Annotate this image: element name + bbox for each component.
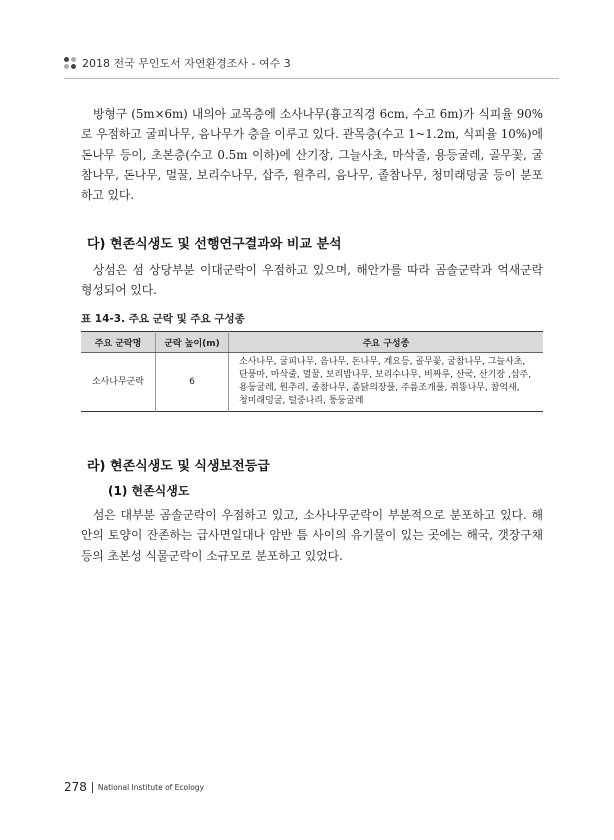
paragraph-vegetation-map: 섬은 대부분 곰솔군락이 우점하고 있고, 소사나무군락이 부분적으로 분포하고 있다. 해안의 토양이 잔존하는 급사면일대나 암반 틈 사이의 유기물이 있는 곳에는 해국, 갯장구채 등의 초본성 식물군락이 소규모로 분포하고 있었다. <box>81 508 543 563</box>
cell-species <box>229 353 544 412</box>
species-line: 소사나무, 굴피나무, 음나무, 돈나무, 계요등, 골무꽃, 굴참나무, 그늘사초, <box>239 357 526 367</box>
header-community: 주요 군락명 <box>81 332 156 353</box>
footer-separator <box>92 782 93 793</box>
species-line: 용둥굴레, 원추리, 졸참나무, 좀닭의장풀, 주름조개풀, 쥐똥나무, 참억새, <box>239 383 520 393</box>
section-heading-conservation: 라) 현존식생도 및 식생보전등급 <box>87 459 270 474</box>
table-caption: 표 14-3. 주요 군락 및 주요 구성종 <box>81 313 245 325</box>
species-line: 청미래덩굴, 털중나리, 퉁둥굴레 <box>239 396 364 406</box>
vegetation-table <box>81 331 543 412</box>
header-dots-icon <box>64 57 76 69</box>
header-title: 2018 전국 무인도서 자연환경조사 - 여수 3 <box>82 57 291 70</box>
page-number: 278 <box>64 780 87 794</box>
paragraph-quadrat: 방형구 (5m×6m) 내의아 교목층에 소사나무(흉고직경 6cm, 수고 6m)가 식피율 90%로 우점하고 굴피나무, 음나무가 층을 이루고 있다. 관목층(수고 1~1.2m, 식피율 10%)에 돈나무 등이, 초본층(수고 0.5m 이하)에 산기장, 그늘사초, 마삭줄, 용등굴레, 골무꽃, 굴참나무, 돈나무, 멀꿀, 보리수나무, 삽주, 원추리, 음나무, 졸참나무, 청미래덩굴 등이 분포하고 있다. <box>81 107 543 203</box>
subsection-heading: (1) 현존식생도 <box>108 484 190 498</box>
cell-height: 6 <box>156 353 229 412</box>
page-footer <box>64 779 204 795</box>
paragraph-sangseom: 상섬은 섬 상당부분 이대군락이 우점하고 있으며, 해안가를 따라 곰솔군락과 억새군락 형성되어 있다. <box>81 263 543 298</box>
running-header <box>64 54 559 72</box>
species-line: 단풍마, 마삭줄, 멀꿀, 보리밥나무, 보리수나무, 비짜루, 산국, 산기장 ,삽주, <box>239 370 532 380</box>
table-row <box>81 353 543 412</box>
section-heading-comparison: 다) 현존식생도 및 선행연구결과와 비교 분석 <box>87 237 342 252</box>
header-height: 군락 높이(m) <box>156 332 229 353</box>
header-species: 주요 구성종 <box>229 332 544 353</box>
table-header-row <box>81 332 543 353</box>
footer-institution: National Institute of Ecology <box>97 782 205 792</box>
header-rule <box>64 78 559 79</box>
cell-community: 소사나무군락 <box>91 376 145 387</box>
